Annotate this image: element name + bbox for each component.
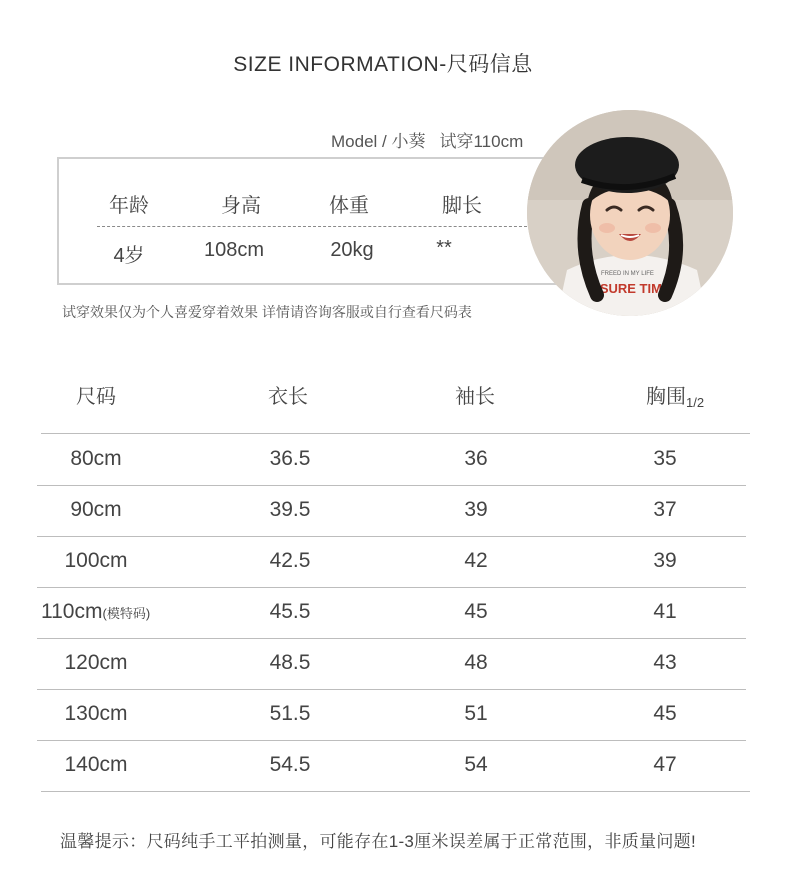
length-cell: 36.5 [269, 447, 311, 470]
model-tryon-size: 试穿110cm [439, 132, 524, 151]
length-cell: 42.5 [269, 549, 311, 572]
length-cell: 39.5 [269, 498, 311, 521]
table-header-size: 尺码 [76, 386, 116, 408]
size-value: 140cm [64, 753, 128, 776]
size-value: 100cm [64, 549, 128, 572]
chest-cell: 47 [653, 753, 677, 776]
model-header-height: 身高 [221, 195, 261, 217]
table-header-chest-suffix: 1/2 [686, 395, 705, 410]
size-value: 130cm [64, 702, 128, 725]
model-divider [97, 226, 527, 227]
table-header-length: 衣长 [268, 386, 308, 408]
size-cell [40, 447, 152, 471]
size-cell [40, 549, 152, 573]
sleeve-cell: 54 [464, 753, 488, 776]
model-header-foot: 脚长 [442, 195, 482, 217]
sleeve-cell: 45 [464, 600, 488, 623]
table-header-chest [646, 380, 704, 410]
size-cell [40, 651, 152, 675]
chest-cell: 45 [653, 702, 677, 725]
svg-text:MSURE TIM: MSURE TIM [589, 281, 662, 296]
model-name: Model / 小葵 [331, 132, 426, 151]
size-value: 120cm [64, 651, 128, 674]
row-divider [37, 587, 746, 588]
length-cell: 54.5 [269, 753, 311, 776]
row-divider [41, 791, 750, 792]
size-cell [41, 600, 150, 624]
model-caption [331, 127, 523, 152]
chest-cell: 41 [653, 600, 677, 623]
row-divider [37, 689, 746, 690]
row-divider [37, 485, 746, 486]
size-value: 110cm [41, 600, 103, 623]
svg-text:FREED IN MY LIFE: FREED IN MY LIFE [601, 271, 654, 277]
size-cell [40, 702, 152, 726]
row-divider [37, 740, 746, 741]
model-size-tag: (模特码) [102, 606, 151, 621]
size-value: 90cm [70, 498, 122, 521]
sleeve-cell: 36 [464, 447, 488, 470]
length-cell: 48.5 [269, 651, 311, 674]
model-info-box [57, 157, 557, 285]
model-header-weight: 体重 [329, 195, 369, 217]
chest-cell: 35 [653, 447, 677, 470]
length-cell: 51.5 [269, 702, 311, 725]
length-cell: 45.5 [269, 600, 311, 623]
model-value-foot: ** [436, 237, 452, 259]
size-value: 80cm [70, 447, 122, 470]
try-on-note: 试穿效果仅为个人喜爱穿着效果 详情请咨询客服或自行查看尺码表 [62, 304, 472, 320]
footer-tip: 温馨提示：尺码纯手工平拍测量，可能存在1-3厘米误差属于正常范围，非质量问题! [60, 832, 696, 851]
model-value-age: 4岁 [113, 245, 145, 267]
model-value-height: 108cm [203, 239, 265, 261]
table-header-divider [41, 433, 750, 434]
row-divider [37, 536, 746, 537]
table-header-chest-label: 胸围 [646, 386, 686, 408]
sleeve-cell: 51 [464, 702, 488, 725]
sleeve-cell: 39 [464, 498, 488, 521]
chest-cell: 37 [653, 498, 677, 521]
size-cell [40, 498, 152, 522]
model-header-age: 年龄 [109, 195, 149, 217]
table-header-sleeve: 袖长 [455, 386, 495, 408]
sleeve-cell: 42 [464, 549, 488, 572]
row-divider [37, 638, 746, 639]
chest-cell: 43 [653, 651, 677, 674]
model-value-weight: 20kg [330, 239, 374, 261]
model-photo [527, 110, 733, 316]
chest-cell: 39 [653, 549, 677, 572]
sleeve-cell: 48 [464, 651, 488, 674]
page-title: SIZE INFORMATION-尺码信息 [233, 53, 533, 76]
size-cell [40, 753, 152, 777]
